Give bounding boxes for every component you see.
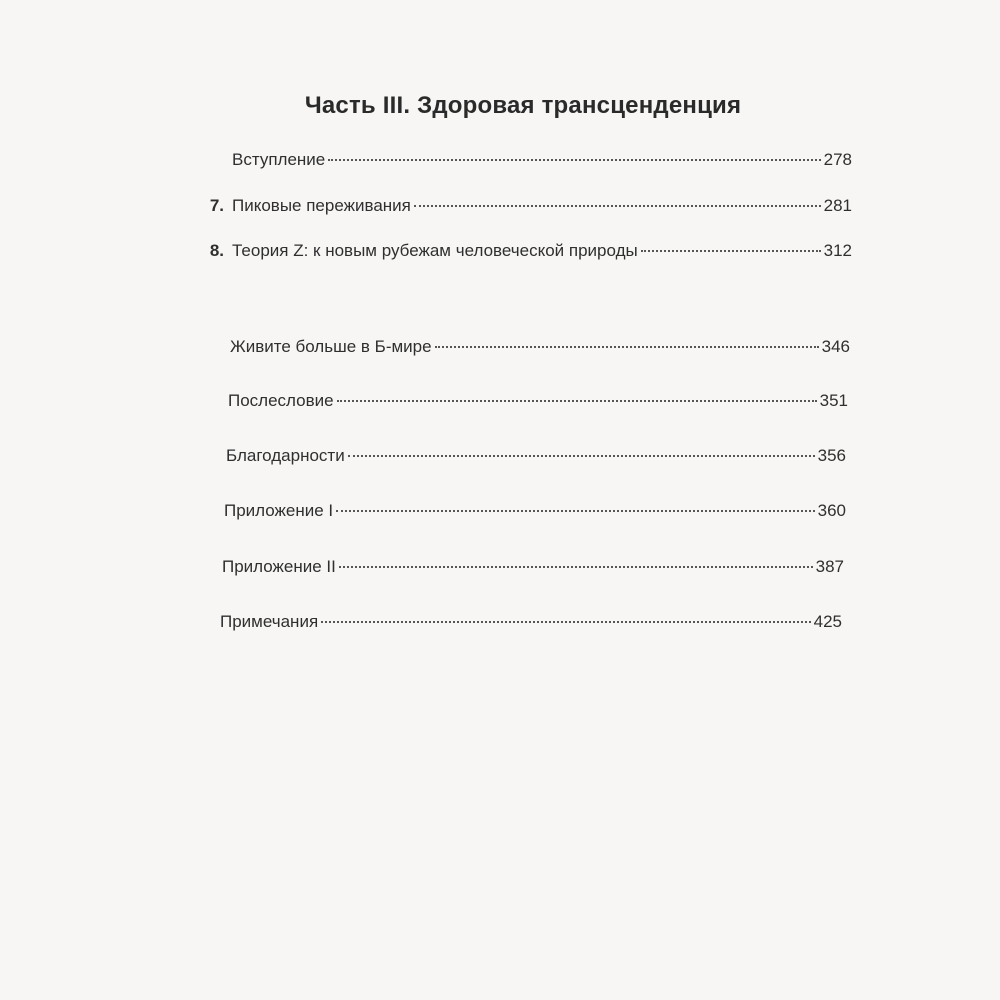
chapter-number: 8. <box>209 241 224 260</box>
entry-label: Теория Z: к новым рубежам человеческой природы <box>232 241 638 260</box>
toc-entry-acknowledgements[interactable] <box>226 446 846 466</box>
part-title: Часть III. Здоровая трансценденция <box>304 92 742 119</box>
entry-label: Пиковые переживания <box>232 196 411 215</box>
page-number: 360 <box>817 501 846 520</box>
toc-entry-notes[interactable] <box>220 612 842 632</box>
entry-label: Приложение I <box>224 501 334 520</box>
page-number: 281 <box>823 196 852 215</box>
page-number: 351 <box>819 391 848 410</box>
dot-leader <box>339 566 813 568</box>
entry-label: Приложение II <box>222 557 336 576</box>
dot-leader <box>337 400 817 402</box>
entry-label: Послесловие <box>228 391 334 410</box>
entry-label: Благодарности <box>226 446 345 465</box>
page-number: 346 <box>821 337 850 356</box>
toc-entry-b-world[interactable] <box>230 337 850 357</box>
dot-leader <box>641 250 821 252</box>
page-number: 387 <box>815 557 844 576</box>
toc-entry-introduction[interactable] <box>202 150 852 170</box>
toc-entry-afterword[interactable] <box>228 391 848 411</box>
toc-entry-chapter-7[interactable] <box>202 196 852 216</box>
dot-leader <box>414 205 821 207</box>
dot-leader <box>348 455 815 457</box>
toc-entry-appendix-1[interactable] <box>224 501 846 521</box>
dot-leader <box>328 159 820 161</box>
dot-leader <box>321 621 810 623</box>
show-through <box>600 470 604 487</box>
page-number: 278 <box>823 150 852 169</box>
dot-leader <box>435 346 819 348</box>
toc-entry-chapter-8[interactable] <box>202 241 852 261</box>
entry-label: Примечания <box>220 612 319 631</box>
entry-label: Вступление <box>232 150 326 169</box>
entry-label: Живите больше в Б-мире <box>230 337 432 356</box>
page-number: 425 <box>813 612 842 631</box>
dot-leader <box>336 510 814 512</box>
page-number: 312 <box>823 241 852 260</box>
page-number: 356 <box>817 446 846 465</box>
toc-entry-appendix-2[interactable] <box>222 557 844 577</box>
chapter-number: 7. <box>209 196 224 215</box>
